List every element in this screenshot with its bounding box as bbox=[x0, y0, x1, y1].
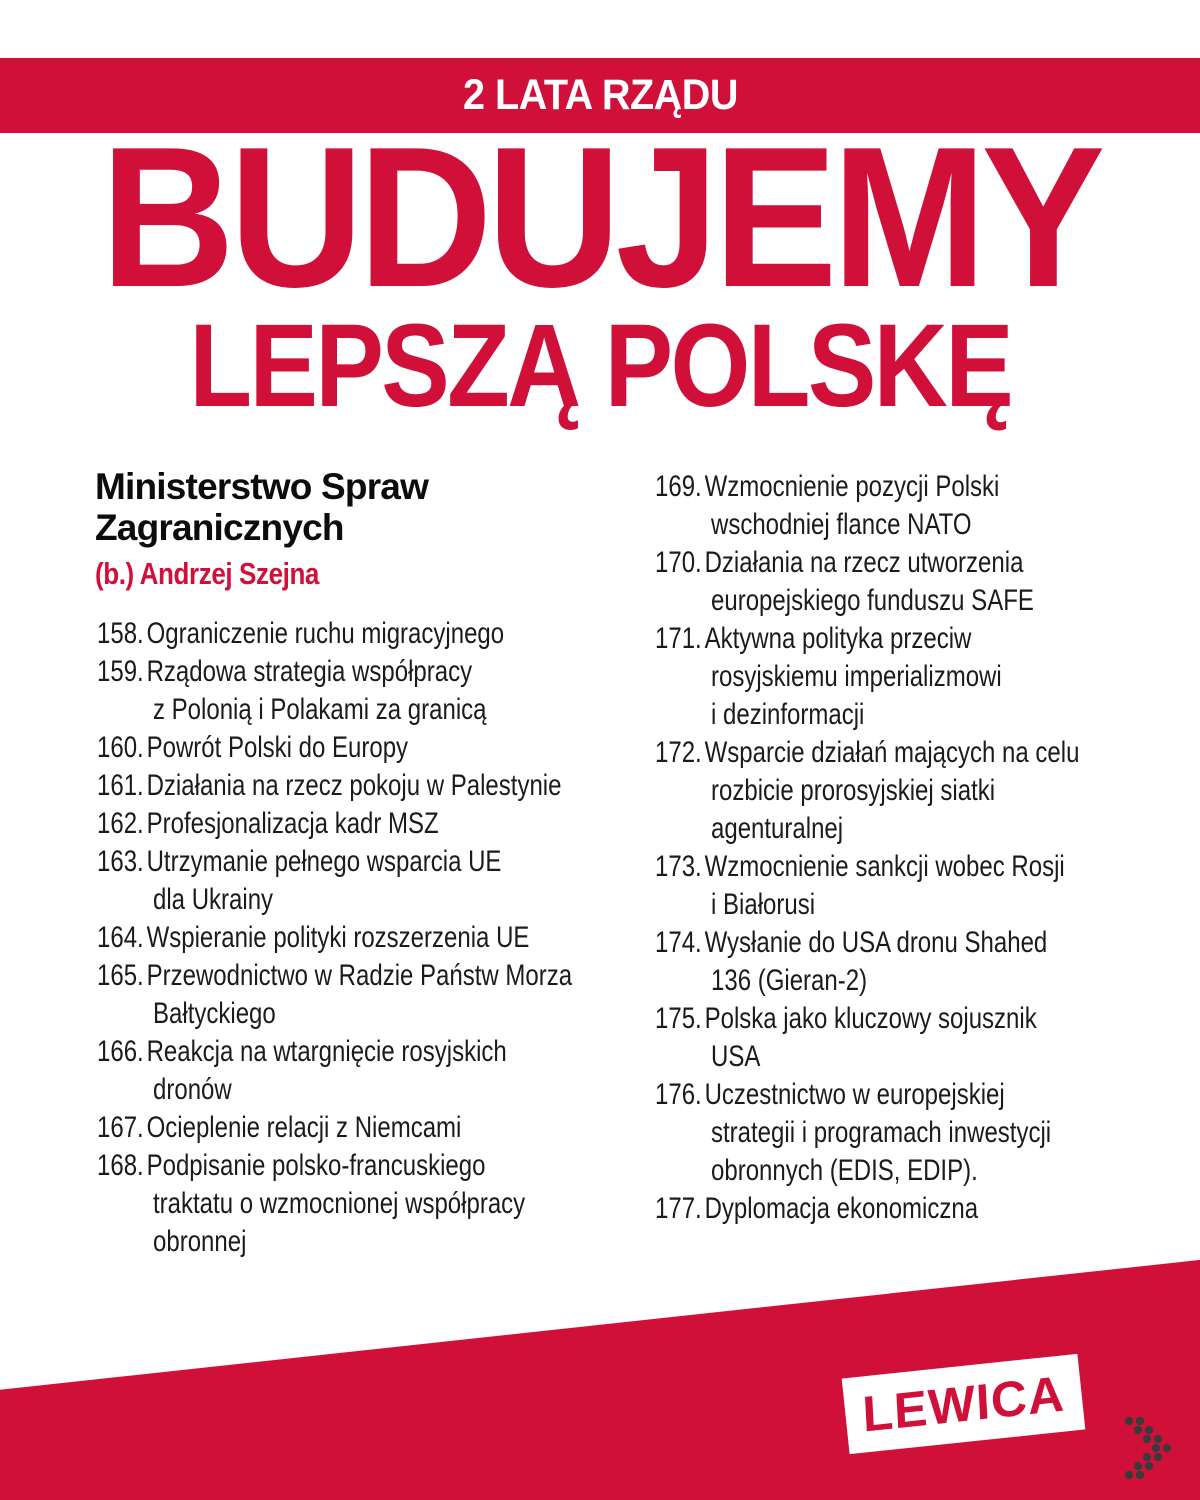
item-number: 165. bbox=[97, 959, 144, 992]
item-text: agenturalnej bbox=[711, 812, 844, 845]
item-text: Wsparcie działań mających na celu bbox=[704, 736, 1080, 769]
item-text: 136 (Gieran-2) bbox=[711, 964, 868, 997]
list-item bbox=[655, 544, 1079, 620]
item-text: strategii i programach inwestycji bbox=[711, 1116, 1052, 1149]
item-number: 172. bbox=[655, 736, 702, 769]
item-text: Wzmocnienie pozycji Polski bbox=[704, 470, 1000, 503]
item-text: Ocieplenie relacji z Niemcami bbox=[146, 1111, 462, 1144]
lewica-logo-text: LEWICA bbox=[860, 1365, 1067, 1443]
list-item bbox=[97, 1033, 572, 1109]
item-text: europejskiego funduszu SAFE bbox=[711, 584, 1034, 617]
item-number: 163. bbox=[97, 845, 144, 878]
list-item bbox=[655, 620, 1079, 734]
list-item bbox=[97, 615, 572, 653]
list-item bbox=[97, 1147, 572, 1261]
list-item bbox=[97, 843, 572, 919]
list-item bbox=[97, 1109, 572, 1147]
item-text: dla Ukrainy bbox=[153, 883, 274, 916]
item-number: 175. bbox=[655, 1002, 702, 1035]
item-text: Ograniczenie ruchu migracyjnego bbox=[146, 617, 505, 650]
item-number: 171. bbox=[655, 622, 702, 655]
item-text: Wzmocnienie sankcji wobec Rosji bbox=[704, 850, 1065, 883]
item-number: 176. bbox=[655, 1078, 702, 1111]
item-text: Przewodnictwo w Radzie Państw Morza bbox=[146, 959, 573, 992]
item-number: 174. bbox=[655, 926, 702, 959]
item-number: 160. bbox=[97, 731, 144, 764]
dotted-double-chevron-right-icon bbox=[1122, 1416, 1174, 1482]
poster-title-line2: LEPSZĄ POLSKĘ bbox=[189, 300, 1011, 432]
item-text: wschodniej flance NATO bbox=[711, 508, 972, 541]
item-text: Dyplomacja ekonomiczna bbox=[704, 1192, 979, 1225]
item-text: Podpisanie polsko-francuskiego bbox=[146, 1149, 486, 1182]
item-text: Aktywna polityka przeciw bbox=[704, 622, 972, 655]
list-item bbox=[655, 468, 1079, 544]
item-number: 164. bbox=[97, 921, 144, 954]
list-item bbox=[655, 1000, 1079, 1076]
list-item bbox=[97, 957, 572, 1033]
item-text: Bałtyckiego bbox=[153, 997, 276, 1030]
item-number: 167. bbox=[97, 1111, 144, 1144]
item-number: 159. bbox=[97, 655, 144, 688]
item-number: 170. bbox=[655, 546, 702, 579]
item-text: i Białorusi bbox=[711, 888, 816, 921]
item-text: USA bbox=[711, 1040, 761, 1073]
item-number: 166. bbox=[97, 1035, 144, 1068]
item-text: obronnej bbox=[153, 1225, 247, 1258]
item-text: Reakcja na wtargnięcie rosyjskich bbox=[146, 1035, 507, 1068]
item-text: traktatu o wzmocnionej współpracy bbox=[153, 1187, 526, 1220]
list-item bbox=[655, 1190, 1079, 1228]
item-number: 169. bbox=[655, 470, 702, 503]
item-text: rosyjskiemu imperializmowi bbox=[711, 660, 1002, 693]
item-text: Powrót Polski do Europy bbox=[146, 731, 409, 764]
item-text: Polska jako kluczowy sojusznik bbox=[704, 1002, 1037, 1035]
list-item bbox=[97, 653, 572, 729]
list-item bbox=[97, 729, 572, 767]
item-text: rozbicie prorosyjskiej siatki bbox=[711, 774, 996, 807]
item-text: Rządowa strategia współpracy bbox=[146, 655, 473, 688]
item-text: z Polonią i Polakami za granicą bbox=[153, 693, 487, 726]
list-item bbox=[97, 805, 572, 843]
list-item bbox=[97, 919, 572, 957]
item-text: Profesjonalizacja kadr MSZ bbox=[146, 807, 439, 840]
ministry-heading-line1: Ministerstwo Spraw bbox=[95, 466, 429, 507]
item-number: 162. bbox=[97, 807, 144, 840]
item-text: Uczestnictwo w europejskiej bbox=[704, 1078, 1005, 1111]
item-number: 158. bbox=[97, 617, 144, 650]
item-text: obronnych (EDIS, EDIP). bbox=[711, 1154, 978, 1187]
item-text: Działania na rzecz pokoju w Palestynie bbox=[146, 769, 562, 802]
item-text: Działania na rzecz utworzenia bbox=[704, 546, 1024, 579]
item-number: 168. bbox=[97, 1149, 144, 1182]
minister-name: (b.) Andrzej Szejna bbox=[95, 556, 319, 591]
achievements-list-left bbox=[97, 615, 572, 1261]
item-text: dronów bbox=[153, 1073, 232, 1106]
item-text: Utrzymanie pełnego wsparcia UE bbox=[146, 845, 502, 878]
list-item bbox=[655, 848, 1079, 924]
poster-title-line1: BUDUJEMY bbox=[100, 106, 1100, 329]
item-text: Wspieranie polityki rozszerzenia UE bbox=[146, 921, 530, 954]
item-number: 177. bbox=[655, 1192, 702, 1225]
list-item bbox=[655, 734, 1079, 848]
item-number: 173. bbox=[655, 850, 702, 883]
ministry-heading bbox=[95, 466, 428, 548]
achievements-list-right bbox=[655, 468, 1079, 1228]
list-item bbox=[97, 767, 572, 805]
list-item bbox=[655, 1076, 1079, 1190]
item-number: 161. bbox=[97, 769, 144, 802]
top-banner-label: 2 LATA RZĄDU bbox=[462, 71, 738, 119]
list-item bbox=[655, 924, 1079, 1000]
ministry-heading-line2: Zagranicznych bbox=[95, 507, 344, 548]
item-text: i dezinformacji bbox=[711, 698, 865, 731]
item-text: Wysłanie do USA dronu Shahed bbox=[704, 926, 1048, 959]
